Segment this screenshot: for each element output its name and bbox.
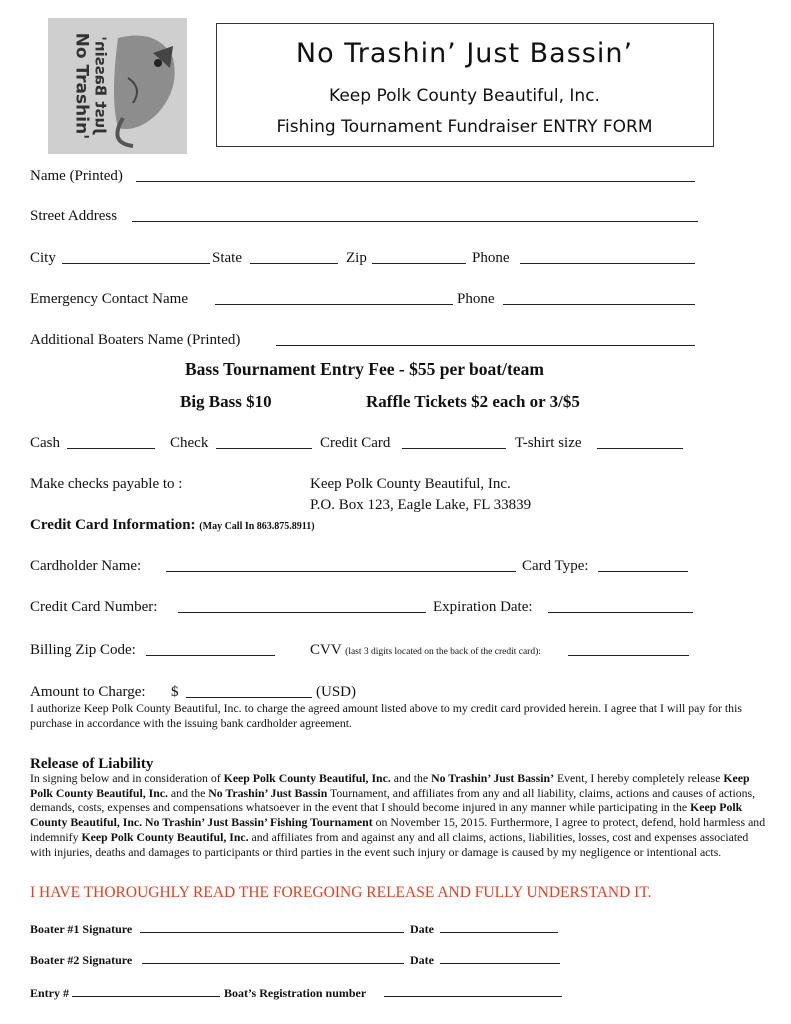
emergency-phone-label: Phone: [457, 291, 495, 307]
name-label: Name (Printed): [30, 168, 123, 184]
release-heading: Release of Liability: [30, 756, 154, 772]
boater1-sig-label: Boater #1 Signature: [30, 922, 133, 936]
cash-field[interactable]: [67, 448, 155, 449]
credit-field[interactable]: [402, 448, 506, 449]
boater2-date-label: Date: [410, 953, 434, 967]
raffle-fee: Raffle Tickets $2 each or 3/$5: [366, 392, 580, 411]
cvv-field[interactable]: [568, 655, 689, 656]
payee-name: Keep Polk County Beautiful, Inc.: [310, 476, 511, 492]
currency-label: (USD): [316, 684, 356, 700]
additional-field[interactable]: [276, 345, 695, 346]
release-b1: Keep Polk County Beautiful, Inc.: [223, 771, 391, 785]
release-p1: In signing below and in consideration of: [30, 771, 224, 785]
emergency-label: Emergency Contact Name: [30, 291, 188, 307]
form-title: No Trashin’ Just Bassin’: [295, 38, 634, 69]
cc-heading: [30, 516, 315, 536]
boater2-date-field[interactable]: [440, 963, 560, 964]
release-p4: and the: [167, 785, 209, 800]
billing-zip-field[interactable]: [146, 655, 275, 656]
name-field[interactable]: [136, 181, 695, 182]
emergency-phone-field[interactable]: [503, 304, 695, 305]
acknowledgement-statement: I HAVE THOROUGHLY READ THE FOREGOING RELEASE AND FULLY UNDERSTAND IT.: [30, 884, 652, 901]
tshirt-label: T-shirt size: [515, 435, 582, 451]
entry-fee: Bass Tournament Entry Fee - $55 per boat/team: [185, 359, 544, 379]
boater1-date-field[interactable]: [440, 932, 558, 933]
entry-number-label: Entry #: [30, 986, 69, 1000]
billing-zip-label: Billing Zip Code:: [30, 642, 136, 658]
cc-heading-text: Credit Card Information:: [30, 517, 196, 533]
cvv-note: (last 3 digits located on the back of the credit card):: [345, 647, 541, 657]
state-field[interactable]: [250, 263, 338, 264]
cvv-label: [310, 641, 541, 661]
phone-label: Phone: [472, 250, 510, 266]
registration-label: Boat’s Registration number: [224, 986, 367, 1000]
authorization-text: I authorize Keep Polk County Beautiful, Inc. to charge the agreed amount listed above to my credit card provided herein. I agree that I will pay for this purchase in accordance with the issuing bank cardholder agreement.: [30, 701, 742, 730]
logo: [48, 18, 187, 154]
check-field[interactable]: [216, 448, 312, 449]
card-type-label: Card Type:: [522, 558, 589, 574]
form-subtitle: Fishing Tournament Fundraiser ENTRY FORM: [276, 117, 653, 137]
boater1-date-label: Date: [410, 922, 434, 936]
credit-label: Credit Card: [320, 435, 391, 451]
checks-label: Make checks payable to :: [30, 476, 183, 492]
street-field[interactable]: [132, 221, 698, 222]
release-b5: Keep Polk County Beautiful, Inc. No Trashin’ Just Bassin’ Fishing Tournament: [30, 800, 743, 830]
cvv-label-text: CVV: [310, 642, 342, 658]
boater1-signature-field[interactable]: [140, 932, 404, 933]
big-bass-fee: Big Bass $10: [180, 392, 272, 411]
title-box: [216, 23, 714, 147]
entry-number-field[interactable]: [72, 996, 220, 997]
zip-label: Zip: [346, 250, 367, 266]
registration-field[interactable]: [384, 996, 562, 997]
card-type-field[interactable]: [598, 571, 688, 572]
release-p6: on November 15, 2015. Furthermore, I agree to protect, defend, hold harmless and indemnify: [30, 815, 766, 844]
additional-label: Additional Boaters Name (Printed): [30, 332, 241, 348]
amount-label: Amount to Charge:: [30, 684, 146, 700]
boater2-signature-field[interactable]: [142, 963, 404, 964]
street-label: Street Address: [30, 208, 118, 224]
cardholder-label: Cardholder Name:: [30, 558, 142, 574]
tshirt-field[interactable]: [597, 448, 683, 449]
org-name: Keep Polk County Beautiful, Inc.: [329, 86, 600, 106]
logo-text-line2: Just Bassin': [91, 36, 110, 134]
boater2-sig-label: Boater #2 Signature: [30, 953, 133, 967]
payee-address: P.O. Box 123, Eagle Lake, FL 33839: [310, 497, 532, 513]
expiration-field[interactable]: [548, 612, 693, 613]
zip-field[interactable]: [372, 263, 466, 264]
release-p7: and affiliates from and against any and all claims, actions, liabilities, losses, cost and expenses associated with injuries, deaths and damages to participants or third parties in the event such injury or damage is caused by my negligence or intentional acts.: [30, 829, 749, 859]
emergency-field[interactable]: [215, 304, 453, 305]
check-label: Check: [170, 435, 209, 451]
city-field[interactable]: [62, 263, 210, 264]
amount-field[interactable]: [186, 697, 312, 698]
logo-text: [54, 28, 114, 148]
city-label: City: [30, 250, 56, 266]
dollar-sign: $: [171, 684, 179, 700]
release-b4: No Trashin’ Just Bassin: [208, 785, 328, 800]
card-number-label: Credit Card Number:: [30, 599, 158, 615]
cardholder-field[interactable]: [166, 571, 516, 572]
cc-phone-note: (May Call In 863.875.8911): [199, 521, 315, 532]
expiration-label: Expiration Date:: [433, 599, 533, 615]
cash-label: Cash: [30, 435, 60, 451]
release-text: [30, 771, 768, 859]
release-b2: No Trashin’ Just Bassin’: [431, 771, 554, 785]
phone-field[interactable]: [520, 263, 695, 264]
state-label: State: [212, 250, 242, 266]
logo-text-line1: No Trashin': [71, 32, 92, 140]
release-b3: Keep Polk County Beautiful, Inc.: [30, 771, 750, 800]
release-p3: Event, I hereby completely release: [554, 771, 724, 785]
release-b6: Keep Polk County Beautiful, Inc.: [81, 829, 249, 844]
card-number-field[interactable]: [178, 612, 426, 613]
release-p2: and the: [390, 771, 432, 785]
release-p5: Tournament, and affiliates from any and all liability, claims, actions and causes of actions, demands, costs, expenses and compensations whatsoever in the event that I should become injured in any manner while participating in the: [30, 785, 756, 815]
